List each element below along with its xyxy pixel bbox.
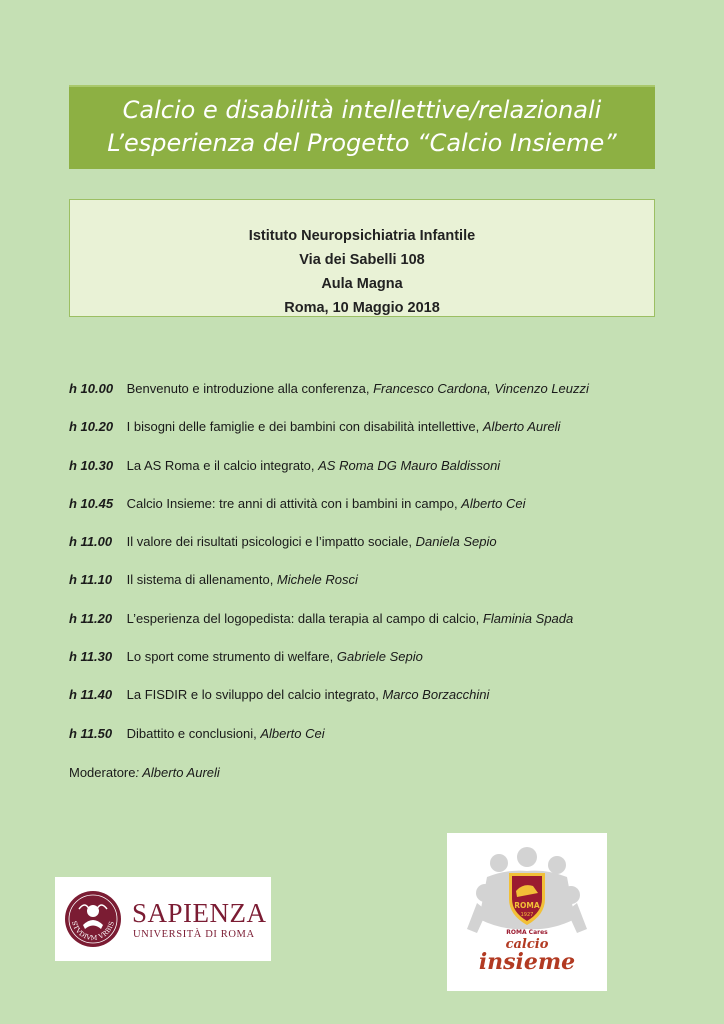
agenda-item [69, 532, 689, 570]
agenda-item [69, 685, 689, 723]
agenda-time: h 10.45 [69, 495, 114, 511]
agenda-list [69, 379, 689, 762]
agenda-speaker: Alberto Cei [260, 725, 325, 741]
agenda-time: h 11.40 [69, 687, 113, 703]
agenda-topic: Dibattito e conclusioni, [126, 725, 261, 741]
agenda-topic: La AS Roma e il calcio integrato, [126, 457, 319, 473]
moderator-line [69, 763, 220, 783]
agenda-time: h 11.00 [69, 534, 113, 550]
agenda-speaker: Alberto Aureli [482, 419, 561, 435]
children-figures-icon [447, 833, 607, 937]
agenda-speaker: Gabriele Sepio [336, 649, 423, 665]
agenda-item [69, 609, 689, 647]
agenda-speaker: Alberto Cei [461, 495, 526, 511]
venue-address: Via dei Sabelli 108 [299, 252, 425, 268]
sapienza-subtitle: UNIVERSITÀ DI ROMA [133, 929, 255, 940]
agenda-time: h 11.10 [69, 572, 113, 588]
title-banner [69, 85, 655, 169]
agenda-time: h 11.30 [69, 649, 113, 665]
agenda-item [69, 494, 689, 532]
moderator-label: Moderatore [69, 765, 136, 780]
agenda-item [69, 724, 689, 762]
roma-cares-text: ROMA Cares [506, 929, 548, 936]
sapienza-seal-icon [63, 889, 123, 949]
agenda-speaker: AS Roma DG Mauro Baldissoni [318, 457, 501, 473]
insieme-word: insieme [478, 949, 576, 975]
agenda-item [69, 417, 689, 455]
agenda-time: h 11.50 [69, 725, 113, 741]
agenda-time: h 10.00 [69, 381, 114, 396]
sapienza-seal-text: STVDIVM VRBIS [70, 920, 116, 943]
sapienza-logo [55, 877, 271, 961]
agenda-topic: Benvenuto e introduzione alla conferenza, [126, 381, 374, 396]
agenda-time: h 10.20 [69, 419, 114, 435]
venue-institute: Istituto Neuropsichiatria Infantile [248, 228, 476, 244]
venue-date: Roma, 10 Maggio 2018 [284, 300, 440, 316]
title-line-1: Calcio e disabilità intellettive/relazionali [122, 96, 602, 124]
venue-box [69, 199, 655, 317]
agenda-item [69, 647, 689, 685]
agenda-speaker: Flaminia Spada [482, 610, 574, 626]
agenda-topic: Lo sport come strumento di welfare, [126, 649, 337, 665]
agenda-speaker: Daniela Sepio [415, 534, 497, 550]
calcio-word: calcio [505, 937, 549, 952]
agenda-speaker: Marco Borzacchini [382, 687, 490, 703]
agenda-item [69, 570, 689, 608]
agenda-topic: L’esperienza del logopedista: dalla terapia al campo di calcio, [126, 610, 483, 626]
agenda-topic: La FISDIR e lo sviluppo del calcio integrato, [126, 687, 383, 703]
agenda-item [69, 379, 689, 417]
crest-roma-text: ROMA [514, 901, 540, 910]
crest-year-text: 1927 [520, 912, 534, 918]
agenda-speaker: Michele Rosci [276, 572, 358, 588]
agenda-topic: Il valore dei risultati psicologici e l’impatto sociale, [126, 534, 416, 550]
sapienza-name: SAPIENZA [132, 898, 267, 928]
agenda-speaker: Francesco Cardona, Vincenzo Leuzzi [373, 381, 589, 396]
agenda-topic: Il sistema di allenamento, [126, 572, 277, 588]
moderator-separator: : [135, 765, 143, 780]
agenda-time: h 10.30 [69, 457, 114, 473]
calcio-insieme-logo [447, 833, 607, 991]
agenda-item [69, 456, 689, 494]
agenda-time: h 11.20 [69, 610, 113, 626]
venue-room: Aula Magna [321, 276, 403, 292]
moderator-name: Alberto Aureli [142, 765, 220, 780]
title-line-2: L’esperienza del Progetto “Calcio Insieme” [107, 129, 617, 157]
agenda-topic: I bisogni delle famiglie e dei bambini con disabilità intellettive, [126, 419, 483, 435]
agenda-topic: Calcio Insieme: tre anni di attività con i bambini in campo, [126, 495, 462, 511]
